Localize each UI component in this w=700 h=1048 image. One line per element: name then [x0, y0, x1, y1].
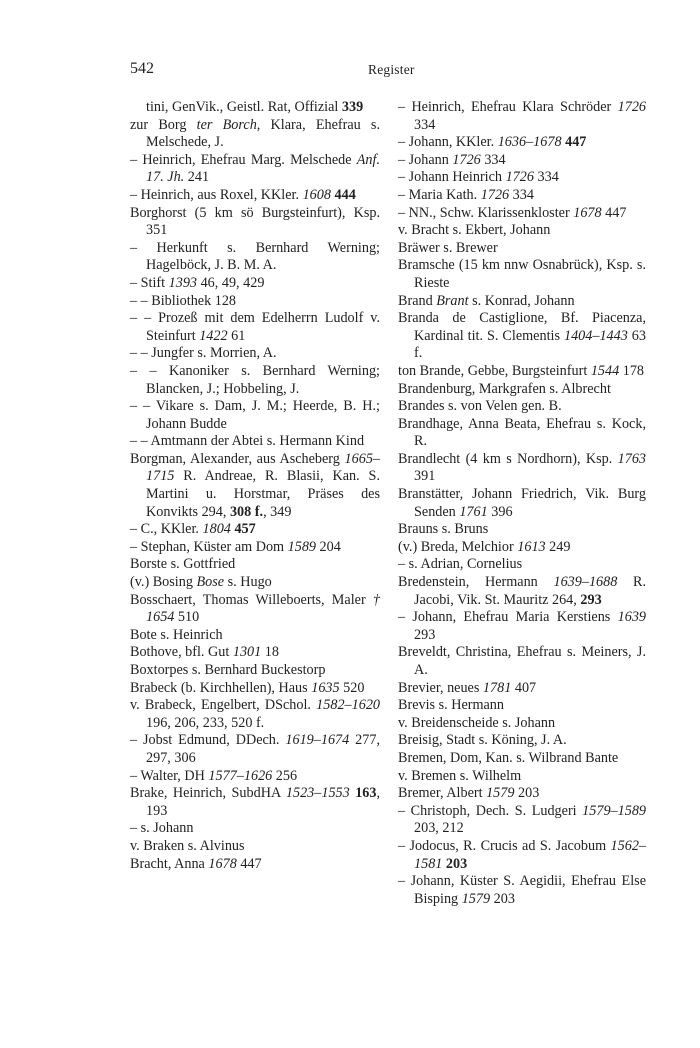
index-entry: v. Brabeck, Engelbert, DSchol. 1582–1620 196, 206, 233, 520 f.: [130, 697, 380, 731]
index-entry: v. Breidenscheide s. Johann: [398, 714, 556, 731]
index-entry: Brabeck (b. Kirchhellen), Haus 1635 520: [130, 679, 365, 696]
index-entry: Branda de Castiglione, Bf. Piacenza, Kardinal tit. S. Clementis 1404–1443 63 f.: [398, 310, 646, 362]
index-column-left: [130, 99, 380, 873]
index-entry: v. Bremen s. Wilhelm: [398, 767, 522, 784]
index-entry: zur Borg ter Borch, Klara, Ehefrau s. Melschede, J.: [130, 116, 381, 151]
index-entry: Bredenstein, Hermann 1639–1688 R. Jacobi, Vik. St. Mauritz 264, 293: [398, 574, 646, 608]
index-entry: Bräwer s. Brewer: [398, 239, 498, 256]
index-entry: Bramsche (15 km nnw Osnabrück), Ksp. s. Rieste: [398, 257, 646, 291]
index-entry: – NN., Schw. Klarissenkloster 1678 447: [398, 204, 627, 221]
index-entry: (v.) Bosing Bose s. Hugo: [130, 574, 272, 591]
index-entry: Bothove, bfl. Gut 1301 18: [130, 644, 279, 661]
index-entry: Bote s. Heinrich: [130, 626, 223, 643]
index-entry: – Christoph, Dech. S. Ludgeri 1579–1589 203, 212: [398, 802, 646, 837]
index-entry: (v.) Breda, Melchior 1613 249: [398, 538, 571, 555]
index-entry: Brake, Heinrich, SubdHA 1523–1553 163, 193: [130, 785, 381, 819]
index-entry: – C., KKler. 1804 457: [130, 521, 256, 538]
index-entry: – Jodocus, R. Crucis ad S. Jacobum 1562–1581 203: [398, 837, 646, 872]
index-entry: – s. Adrian, Cornelius: [398, 556, 523, 573]
index-entry: – – Vikare s. Dam, J. M.; Heerde, B. H.; Johann Budde: [130, 398, 380, 432]
index-entry: Breveldt, Christina, Ehefrau s. Meiners, J. A.: [398, 644, 646, 678]
index-entry: Brandes s. von Velen gen. B.: [398, 398, 562, 415]
index-entry: – Johann Heinrich 1726 334: [398, 169, 559, 186]
index-entry: Brevis s. Hermann: [398, 697, 504, 714]
index-entry: – – Amtmann der Abtei s. Hermann Kind: [130, 433, 365, 450]
index-entry: – – Jungfer s. Morrien, A.: [130, 345, 277, 362]
index-entry: Boxtorpes s. Bernhard Buckestorp: [130, 662, 326, 678]
index-entry: Branstätter, Johann Friedrich, Vik. Burg Senden 1761 396: [398, 486, 646, 520]
index-entry: v. Braken s. Alvinus: [130, 837, 245, 854]
page-number: 542: [130, 60, 154, 77]
index-entry: – Stift 1393 46, 49, 429: [130, 274, 265, 291]
index-entry: – Heinrich, Ehefrau Marg. Melschede Anf. 17. Jh. 241: [130, 151, 380, 186]
index-entry: – Johann, Küster S. Aegidii, Ehefrau Else Bisping 1579 203: [398, 873, 646, 907]
index-entry: tini, GenVik., Geistl. Rat, Offizial 339: [146, 99, 364, 115]
index-entry: Bremer, Albert 1579 203: [398, 785, 540, 802]
index-entry: – – Bibliothek 128: [130, 292, 237, 309]
index-entry: – – Kanoniker s. Bernhard Werning; Blancken, J.; Hobbeling, J.: [130, 362, 380, 397]
index-entry: Bracht, Anna 1678 447: [130, 855, 262, 872]
index-entry: – Heinrich, Ehefrau Klara Schröder 1726 334: [398, 99, 646, 133]
index-entry: Brandhage, Anna Beata, Ehefrau s. Kock, R.: [398, 415, 646, 450]
index-entry: – Heinrich, aus Roxel, KKler. 1608 444: [130, 186, 356, 203]
index-entry: – Jobst Edmund, DDech. 1619–1674 277, 297, 306: [130, 732, 381, 766]
index-entry: – Johann, Ehefrau Maria Kerstiens 1639 293: [398, 609, 646, 643]
index-entry: – Johann 1726 334: [398, 151, 506, 168]
index-entry: – Johann, KKler. 1636–1678 447: [398, 134, 587, 151]
index-column-right: [398, 99, 646, 908]
running-title: Register: [368, 62, 415, 77]
index-entry: – Stephan, Küster am Dom 1589 204: [130, 538, 341, 555]
index-entry: Borghorst (5 km sö Burgsteinfurt), Ksp. 351: [130, 204, 380, 239]
index-entry: Brandlecht (4 km s Nordhorn), Ksp. 1763 391: [398, 450, 646, 485]
index-entry: – s. Johann: [130, 820, 194, 837]
index-entry: ton Brande, Gebbe, Burgsteinfurt 1544 178: [398, 362, 645, 379]
index-entry: Brandenburg, Markgrafen s. Albrecht: [398, 380, 611, 397]
index-entry: Bremen, Dom, Kan. s. Wilbrand Bante: [398, 749, 619, 766]
index-entry: v. Bracht s. Ekbert, Johann: [398, 222, 551, 239]
index-entry: Bosschaert, Thomas Willeboerts, Maler † 1654 510: [130, 591, 380, 626]
index-entry: – Maria Kath. 1726 334: [398, 186, 534, 203]
index-entry: Borste s. Gottfried: [130, 556, 236, 573]
index-entry: – Herkunft s. Bernhard Werning; Hagelböck, J. B. M. A.: [130, 239, 380, 274]
index-entry: Borgman, Alexander, aus Ascheberg 1665–1715 R. Andreae, R. Blasii, Kan. S. Martini u. Horstmar, Präses des Konvikts 294, 308 f., 349: [130, 450, 380, 520]
index-entry: – Walter, DH 1577–1626 256: [130, 767, 298, 784]
index-entry: Brand Brant s. Konrad, Johann: [398, 292, 575, 309]
index-entry: Breisig, Stadt s. Köning, J. A.: [398, 732, 567, 749]
index-entry: – – Prozeß mit dem Edelherrn Ludolf v. Steinfurt 1422 61: [130, 310, 380, 344]
index-entry: Brauns s. Bruns: [398, 521, 489, 538]
index-entry: Brevier, neues 1781 407: [398, 679, 537, 696]
